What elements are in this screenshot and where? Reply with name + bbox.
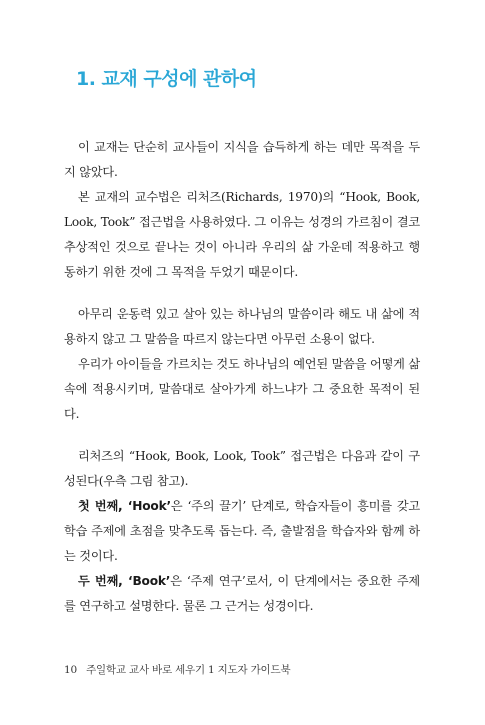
paragraph-book [64,569,420,619]
paragraph-purpose: 이 교재는 단순히 교사들이 지식을 습득하게 하는 데만 목적을 두지 않았다. [64,140,420,179]
page-number: 10 [64,664,77,676]
paragraph-method: 본 교재의 교수법은 리처즈(Richards, 1970)의 “Hook, Book, Look, Took” 접근법을 사용하였다. 그 이유는 성경의 가르침이 결코 추상적인 것으로 끝나는 것이 아니라 우리의 삶 가운데 적용하고 행동하기 위한 것에 그 목적을 두었기 때문이다. [64,190,420,279]
paragraph-application: 아무리 운동력 있고 살아 있는 하나님의 말씀이라 해도 내 삶에 적용하지 않고 그 말씀을 따르지 않는다면 아무런 소용이 없다. [64,307,420,346]
paragraph-hook [64,494,420,569]
book-lead: 두 번째, ‘Book’ [78,574,171,588]
paragraph-spacer [64,285,420,302]
paragraph-structure: 리처즈의 “Hook, Book, Look, Took” 접근법은 다음과 같이 구성된다(우측 그림 참고). [64,449,420,488]
book-text: 은 ‘주제 연구’로서, 이 단계에서는 중요한 주제를 연구하고 설명한다. 물론 그 근거는 성경이다. [64,574,420,613]
hook-lead: 첫 번째, ‘Hook’ [78,499,171,513]
hook-text: 은 ‘주의 끌기’ 단계로, 학습자들이 흥미를 갖고 학습 주제에 초점을 맞추도록 돕는다. 즉, 출발점을 학습자와 함께 하는 것이다. [64,499,420,563]
page-footer [64,662,290,677]
body-text [64,135,420,619]
paragraph-spacer [64,427,420,444]
paragraph-teaching-goal: 우리가 아이들을 가르치는 것도 하나님의 예언된 말씀을 어떻게 삶 속에 적용시키며, 말씀대로 살아가게 하느냐가 그 중요한 목적이 된다. [64,357,420,421]
section-title: 1. 교재 구성에 관하여 [76,68,257,90]
running-title: 주일학교 교사 바로 세우기 1 지도자 가이드북 [86,664,291,676]
